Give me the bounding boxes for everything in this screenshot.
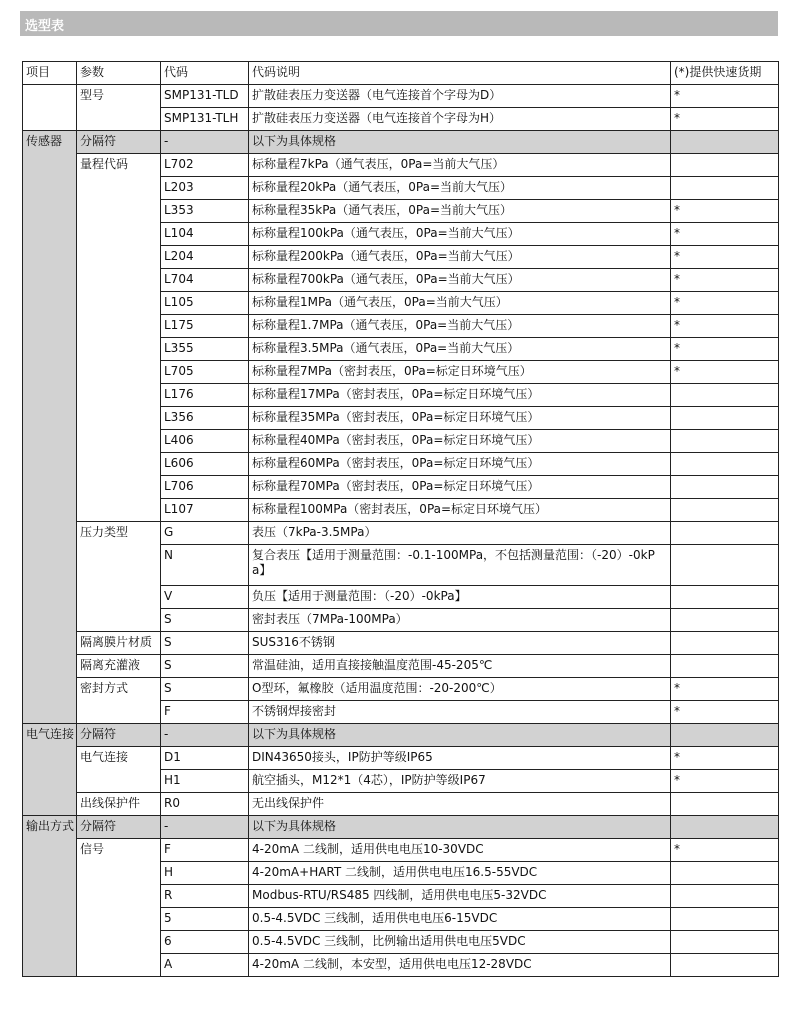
cell-desc: 标称量程70MPa（密封表压，0Pa=标定日环境气压） xyxy=(249,476,671,499)
header-fast: (*)提供快速货期 xyxy=(671,62,779,85)
header-code: 代码 xyxy=(161,62,249,85)
cell-fast xyxy=(671,545,779,586)
cell-code: L702 xyxy=(161,154,249,177)
cell-desc: O型环，氟橡胶（适用温度范围：-20-200℃） xyxy=(249,678,671,701)
cell-fast: * xyxy=(671,85,779,108)
cell-fast xyxy=(671,724,779,747)
cell-fast: * xyxy=(671,269,779,292)
cell-param: 分隔符 xyxy=(77,816,161,839)
cell-desc: 标称量程17MPa（密封表压，0Pa=标定日环境气压） xyxy=(249,384,671,407)
cell-desc: 标称量程1MPa（通气表压，0Pa=当前大气压） xyxy=(249,292,671,315)
cell-param: 出线保护件 xyxy=(77,793,161,816)
cell-desc: 以下为具体规格 xyxy=(249,724,671,747)
cell-desc: 不锈钢焊接密封 xyxy=(249,701,671,724)
cell-desc: 标称量程35kPa（通气表压，0Pa=当前大气压） xyxy=(249,200,671,223)
cell-desc: 标称量程35MPa（密封表压，0Pa=标定日环境气压） xyxy=(249,407,671,430)
table-row xyxy=(23,839,779,862)
cell-desc: 标称量程3.5MPa（通气表压，0Pa=当前大气压） xyxy=(249,338,671,361)
cell-desc: 表压（7kPa-3.5MPa） xyxy=(249,522,671,545)
cell-desc: 0.5-4.5VDC 三线制，比例输出适用供电电压5VDC xyxy=(249,931,671,954)
cell-fast: * xyxy=(671,108,779,131)
cell-code: L105 xyxy=(161,292,249,315)
cell-desc: 标称量程40MPa（密封表压，0Pa=标定日环境气压） xyxy=(249,430,671,453)
cell-fast xyxy=(671,609,779,632)
table-row xyxy=(23,678,779,701)
cell-desc: Modbus-RTU/RS485 四线制，适用供电电压5-32VDC xyxy=(249,885,671,908)
table-row xyxy=(23,154,779,177)
cell-param: 型号 xyxy=(77,85,161,131)
cell-param: 隔离充灌液 xyxy=(77,655,161,678)
cell-code: L104 xyxy=(161,223,249,246)
cell-code: L175 xyxy=(161,315,249,338)
cell-code: S xyxy=(161,655,249,678)
cell-desc: DIN43650接头，IP防护等级IP65 xyxy=(249,747,671,770)
cell-fast xyxy=(671,862,779,885)
table-row xyxy=(23,522,779,545)
cell-fast xyxy=(671,154,779,177)
cell-code: L606 xyxy=(161,453,249,476)
cell-fast: * xyxy=(671,315,779,338)
cell-fast: * xyxy=(671,200,779,223)
cell-desc: 4-20mA+HART 二线制，适用供电电压16.5-55VDC xyxy=(249,862,671,885)
cell-desc: 复合表压【适用于测量范围：-0.1-100MPa，不包括测量范围：（-20）-0kPa】 xyxy=(249,545,671,586)
cell-item: 电气连接 xyxy=(23,724,77,816)
table-row xyxy=(23,655,779,678)
cell-fast: * xyxy=(671,839,779,862)
cell-fast xyxy=(671,499,779,522)
cell-code: 6 xyxy=(161,931,249,954)
cell-fast xyxy=(671,816,779,839)
cell-code: H1 xyxy=(161,770,249,793)
cell-desc: 4-20mA 二线制，适用供电电压10-30VDC xyxy=(249,839,671,862)
cell-code: D1 xyxy=(161,747,249,770)
cell-desc: 标称量程20kPa（通气表压，0Pa=当前大气压） xyxy=(249,177,671,200)
cell-code: N xyxy=(161,545,249,586)
cell-desc: 标称量程1.7MPa（通气表压，0Pa=当前大气压） xyxy=(249,315,671,338)
table-row xyxy=(23,793,779,816)
cell-desc: 4-20mA 二线制，本安型，适用供电电压12-28VDC xyxy=(249,954,671,977)
cell-code: L203 xyxy=(161,177,249,200)
cell-fast: * xyxy=(671,292,779,315)
cell-code: L406 xyxy=(161,430,249,453)
cell-desc: SUS316不锈钢 xyxy=(249,632,671,655)
cell-desc: 标称量程60MPa（密封表压，0Pa=标定日环境气压） xyxy=(249,453,671,476)
cell-desc: 负压【适用于测量范围：（-20）-0kPa】 xyxy=(249,586,671,609)
cell-code: G xyxy=(161,522,249,545)
cell-fast xyxy=(671,793,779,816)
cell-desc: 航空插头，M12*1（4芯），IP防护等级IP67 xyxy=(249,770,671,793)
cell-desc: 扩散硅表压力变送器（电气连接首个字母为D） xyxy=(249,85,671,108)
cell-fast xyxy=(671,522,779,545)
cell-desc: 标称量程700kPa（通气表压，0Pa=当前大气压） xyxy=(249,269,671,292)
cell-fast: * xyxy=(671,223,779,246)
cell-code: L355 xyxy=(161,338,249,361)
cell-code: L705 xyxy=(161,361,249,384)
cell-desc: 无出线保护件 xyxy=(249,793,671,816)
cell-desc: 标称量程200kPa（通气表压，0Pa=当前大气压） xyxy=(249,246,671,269)
cell-param: 分隔符 xyxy=(77,724,161,747)
cell-fast: * xyxy=(671,678,779,701)
cell-item: 输出方式 xyxy=(23,816,77,977)
section-title: 选型表 xyxy=(25,19,65,34)
cell-fast xyxy=(671,131,779,154)
cell-fast xyxy=(671,384,779,407)
cell-desc: 以下为具体规格 xyxy=(249,131,671,154)
section-title-bar xyxy=(20,11,778,36)
cell-item xyxy=(23,85,77,131)
cell-desc: 标称量程100MPa（密封表压，0Pa=标定日环境气压） xyxy=(249,499,671,522)
cell-desc: 标称量程7kPa（通气表压，0Pa=当前大气压） xyxy=(249,154,671,177)
cell-fast xyxy=(671,476,779,499)
cell-code: L706 xyxy=(161,476,249,499)
cell-code: L704 xyxy=(161,269,249,292)
cell-fast xyxy=(671,908,779,931)
table-row xyxy=(23,85,779,108)
cell-code: S xyxy=(161,632,249,655)
cell-desc: 密封表压（7MPa-100MPa） xyxy=(249,609,671,632)
cell-code: - xyxy=(161,131,249,154)
cell-fast: * xyxy=(671,770,779,793)
cell-desc: 0.5-4.5VDC 三线制，适用供电电压6-15VDC xyxy=(249,908,671,931)
cell-fast xyxy=(671,954,779,977)
cell-item: 传感器 xyxy=(23,131,77,724)
cell-desc: 扩散硅表压力变送器（电气连接首个字母为H） xyxy=(249,108,671,131)
cell-code: S xyxy=(161,609,249,632)
cell-code: SMP131-TLH xyxy=(161,108,249,131)
cell-code: L107 xyxy=(161,499,249,522)
cell-param: 量程代码 xyxy=(77,154,161,522)
cell-code: F xyxy=(161,839,249,862)
cell-code: L204 xyxy=(161,246,249,269)
cell-param: 隔离膜片材质 xyxy=(77,632,161,655)
cell-fast: * xyxy=(671,338,779,361)
cell-fast: * xyxy=(671,747,779,770)
cell-param: 密封方式 xyxy=(77,678,161,724)
cell-code: R0 xyxy=(161,793,249,816)
cell-code: S xyxy=(161,678,249,701)
cell-desc: 标称量程100kPa（通气表压，0Pa=当前大气压） xyxy=(249,223,671,246)
cell-fast xyxy=(671,885,779,908)
cell-code: 5 xyxy=(161,908,249,931)
cell-fast xyxy=(671,931,779,954)
cell-param: 信号 xyxy=(77,839,161,977)
table-row xyxy=(23,747,779,770)
cell-desc: 标称量程7MPa（密封表压，0Pa=标定日环境气压） xyxy=(249,361,671,384)
cell-param: 分隔符 xyxy=(77,131,161,154)
table-header-row xyxy=(23,62,779,85)
cell-fast: * xyxy=(671,361,779,384)
cell-desc: 常温硅油，适用直接接触温度范围-45-205℃ xyxy=(249,655,671,678)
cell-fast xyxy=(671,177,779,200)
cell-fast xyxy=(671,407,779,430)
cell-code: A xyxy=(161,954,249,977)
cell-desc: 以下为具体规格 xyxy=(249,816,671,839)
cell-code: V xyxy=(161,586,249,609)
table-row xyxy=(23,632,779,655)
cell-param: 电气连接 xyxy=(77,747,161,793)
cell-code: R xyxy=(161,885,249,908)
cell-code: - xyxy=(161,724,249,747)
cell-code: - xyxy=(161,816,249,839)
cell-code: SMP131-TLD xyxy=(161,85,249,108)
cell-code: F xyxy=(161,701,249,724)
cell-param: 压力类型 xyxy=(77,522,161,632)
separator-row xyxy=(23,816,779,839)
cell-code: H xyxy=(161,862,249,885)
cell-fast: * xyxy=(671,701,779,724)
header-item: 项目 xyxy=(23,62,77,85)
cell-fast xyxy=(671,586,779,609)
separator-row xyxy=(23,131,779,154)
separator-row xyxy=(23,724,779,747)
header-param: 参数 xyxy=(77,62,161,85)
selection-table xyxy=(22,61,779,977)
selection-table-body xyxy=(23,62,779,977)
cell-code: L356 xyxy=(161,407,249,430)
cell-code: L353 xyxy=(161,200,249,223)
cell-fast xyxy=(671,453,779,476)
header-desc: 代码说明 xyxy=(249,62,671,85)
cell-fast xyxy=(671,632,779,655)
cell-code: L176 xyxy=(161,384,249,407)
cell-fast xyxy=(671,430,779,453)
cell-fast xyxy=(671,655,779,678)
cell-fast: * xyxy=(671,246,779,269)
